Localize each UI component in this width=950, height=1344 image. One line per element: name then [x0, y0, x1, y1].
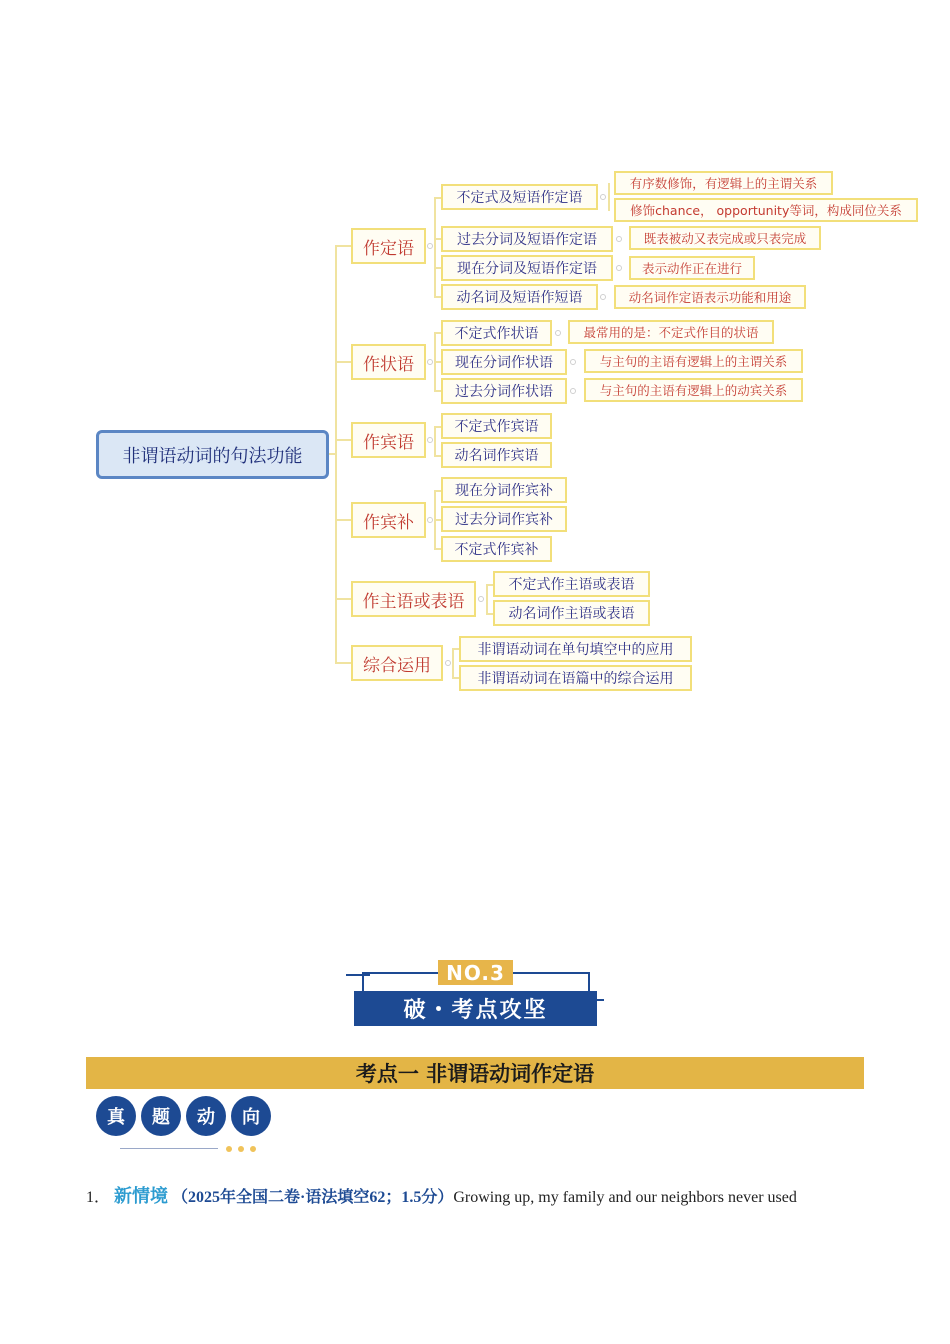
node-gerund-attributive: 动名词及短语作短语: [441, 284, 598, 310]
connector: [452, 648, 459, 650]
connector: [335, 361, 351, 363]
collapse-dot: [570, 388, 576, 394]
collapse-dot: [445, 660, 451, 666]
question-line: [86, 1182, 866, 1208]
connector: [434, 490, 441, 492]
node-passage-use: 非谓语动词在语篇中的综合运用: [459, 665, 692, 691]
decor-dot: [250, 1146, 256, 1152]
connector: [434, 361, 441, 363]
node-present-participle-adverbial: 现在分词作状语: [441, 349, 567, 375]
topic-title-bar: 考点一 非谓语动词作定语: [86, 1057, 864, 1089]
collapse-dot: [427, 359, 433, 365]
connector: [434, 332, 441, 334]
connector: [335, 598, 351, 600]
note-verb-object: 与主句的主语有逻辑上的动宾关系: [584, 378, 803, 402]
subheading-char: 真: [96, 1096, 136, 1136]
branch-attributive: 作定语: [351, 228, 426, 264]
collapse-dot: [600, 294, 606, 300]
collapse-dot: [478, 596, 484, 602]
header-rule: [362, 972, 364, 991]
note-progressive: 表示动作正在进行: [629, 256, 755, 280]
node-gerund-subject: 动名词作主语或表语: [493, 600, 650, 626]
subheading-char: 题: [141, 1096, 181, 1136]
connector: [434, 238, 441, 240]
connector: [434, 197, 441, 199]
collapse-dot: [600, 194, 606, 200]
header-rule: [588, 972, 590, 991]
connector: [434, 455, 441, 457]
note-passive: 既表被动又表完成或只表完成: [629, 226, 821, 250]
new-context-tag: 新情境: [114, 1186, 169, 1207]
connector: [434, 426, 436, 456]
node-past-participle-complement: 过去分词作宾补: [441, 506, 567, 532]
connector: [434, 519, 441, 521]
connector: [335, 662, 351, 664]
question-number: 1．: [86, 1189, 111, 1206]
node-present-participle-complement: 现在分词作宾补: [441, 477, 567, 503]
node-gerund-object: 动名词作宾语: [441, 442, 552, 468]
connector: [434, 296, 441, 298]
connector: [434, 426, 441, 428]
node-infinitive-adverbial: 不定式作状语: [441, 320, 552, 346]
node-past-participle-attributive: 过去分词及短语作定语: [441, 226, 613, 252]
subheading-char: 向: [231, 1096, 271, 1136]
collapse-dot: [616, 236, 622, 242]
question-text: Growing up, my family and our neighbors never used: [453, 1189, 797, 1206]
connector: [434, 197, 436, 298]
connector: [434, 267, 441, 269]
note-ordinal: 有序数修饰，有逻辑上的主谓关系: [614, 171, 833, 195]
branch-adverbial: 作状语: [351, 344, 426, 380]
connector: [434, 390, 441, 392]
collapse-dot: [570, 359, 576, 365]
branch-object-complement: 作宾补: [351, 502, 426, 538]
question-source: （2025年全国二卷·语法填空62；1.5分）: [172, 1189, 454, 1206]
section-banner: 破・考点攻坚: [354, 991, 597, 1026]
note-gerund-function: 动名词作定语表示功能和用途: [614, 285, 806, 309]
node-infinitive-attributive: 不定式及短语作定语: [441, 184, 598, 210]
subheading-char: 动: [186, 1096, 226, 1136]
connector: [335, 245, 337, 664]
connector: [486, 584, 493, 586]
decor-dot: [238, 1146, 244, 1152]
decor-dot: [226, 1146, 232, 1152]
section-number: NO.3: [438, 960, 513, 985]
node-infinitive-subject: 不定式作主语或表语: [493, 571, 650, 597]
connector: [335, 519, 351, 521]
branch-subject-predicative: 作主语或表语: [351, 581, 476, 617]
collapse-dot: [427, 437, 433, 443]
node-past-participle-adverbial: 过去分词作状语: [441, 378, 567, 404]
connector: [452, 677, 459, 679]
node-sentence-fill: 非谓语动词在单句填空中的应用: [459, 636, 692, 662]
connector: [335, 245, 351, 247]
collapse-dot: [427, 517, 433, 523]
node-present-participle-attributive: 现在分词及短语作定语: [441, 255, 613, 281]
connector: [486, 613, 493, 615]
node-infinitive-complement: 不定式作宾补: [441, 536, 552, 562]
connector: [486, 584, 488, 614]
connector: [452, 648, 454, 678]
collapse-dot: [616, 265, 622, 271]
note-purpose: 最常用的是：不定式作目的状语: [568, 320, 774, 344]
header-rule: [346, 974, 370, 976]
subheading-underline: [120, 1148, 218, 1149]
node-infinitive-object: 不定式作宾语: [441, 413, 552, 439]
connector: [335, 439, 351, 441]
mindmap-root: 非谓语动词的句法功能: [96, 430, 329, 479]
collapse-dot: [427, 243, 433, 249]
note-chance: 修饰chance， opportunity等词，构成同位关系: [614, 198, 918, 222]
connector: [434, 548, 441, 550]
branch-object: 作宾语: [351, 422, 426, 458]
collapse-dot: [555, 330, 561, 336]
connector: [608, 183, 610, 211]
note-subject-predicate: 与主句的主语有逻辑上的主谓关系: [584, 349, 803, 373]
branch-comprehensive: 综合运用: [351, 645, 443, 681]
